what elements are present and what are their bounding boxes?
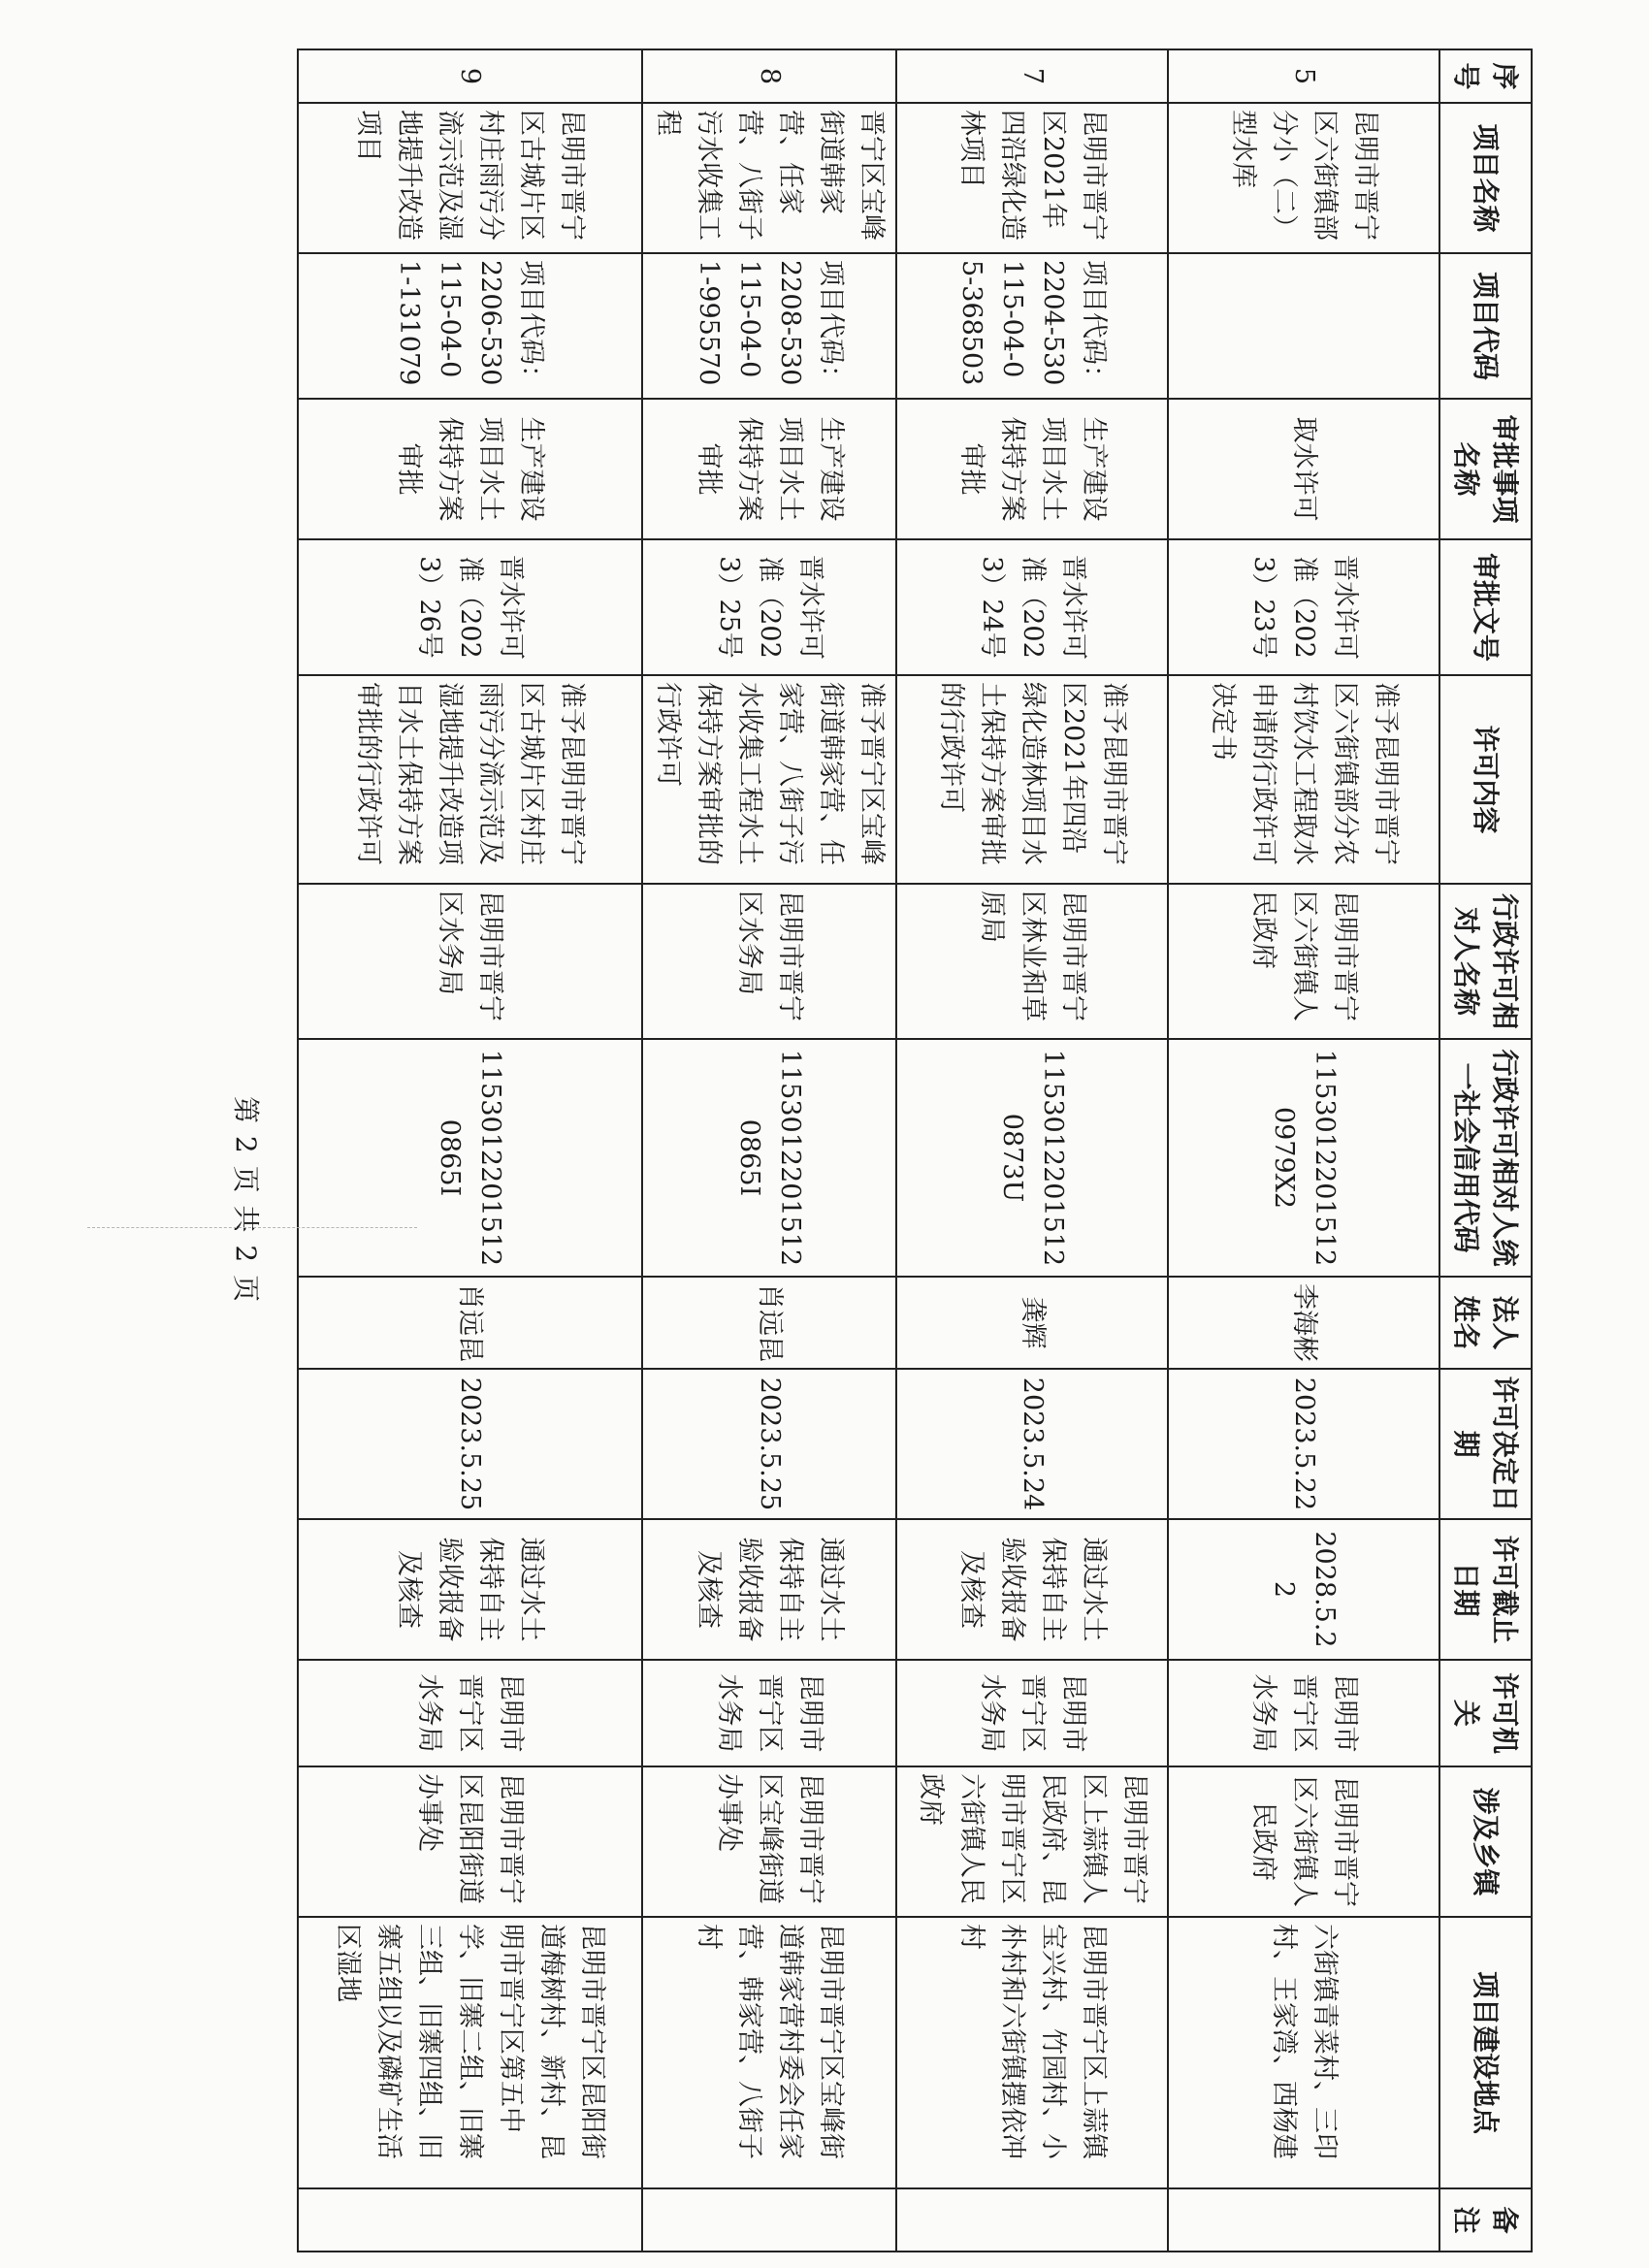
table-row [298,49,642,2252]
cell-doc-no: 晋水许可准（2023）23号 [1168,539,1439,675]
cell-authority: 昆明市晋宁区水务局 [896,1660,1168,1766]
cell-authority: 昆明市晋宁区水务局 [642,1660,896,1766]
cell-legal: 龚辉 [896,1277,1168,1369]
cell-site: 六街镇青菜村、三印村、王家湾、西杨建 [1168,1917,1439,2188]
col-header-town: 涉及乡镇 [1439,1766,1532,1917]
cell-approval-item: 生产建设项目水土保持方案审批 [642,399,896,539]
cell-party: 昆明市晋宁区六街镇人民政府 [1168,884,1439,1039]
col-header-name: 项目名称 [1439,103,1532,253]
header-row [1439,49,1532,2252]
col-header-expiry: 许可截止日期 [1439,1519,1532,1660]
cell-expiry: 通过水土保持自主验收报备及核查 [642,1519,896,1660]
col-header-doc-no: 审批文号 [1439,539,1532,675]
col-header-authority: 许可机关 [1439,1660,1532,1766]
page-footer: 第 2 页 共 2 页 [230,1096,262,1305]
col-header-code: 项目代码 [1439,253,1532,399]
cell-code: 项目代码：2208-530115-04-01-995570 [642,253,896,399]
cell-name: 昆明市晋宁区六街镇部分小（二）型水库 [1168,103,1439,253]
cell-doc-no: 晋水许可准（2023）24号 [896,539,1168,675]
cell-expiry: 2028.5.22 [1168,1519,1439,1660]
cell-town: 昆明市晋宁区昆阳街道办事处 [298,1766,642,1917]
cell-name: 昆明市晋宁区2021年四沿绿化造林项目 [896,103,1168,253]
cell-credit: 11530122015120873U [896,1039,1168,1277]
cell-approval-item: 生产建设项目水土保持方案审批 [298,399,642,539]
cell-name: 昆明市晋宁区古城片区村庄雨污分流示范及湿地提升改造项目 [298,103,642,253]
cell-note [1168,2188,1439,2252]
cell-town: 昆明市晋宁区六街镇人民政府 [1168,1766,1439,1917]
cell-content: 准予昆明市晋宁区2021年四沿绿化造林项目水土保持方案审批的行政许可 [896,675,1168,884]
cell-site: 昆明市晋宁区宝峰街道韩家营村委会任家营、韩家营、八街子村 [642,1917,896,2188]
cell-content: 准予晋宁区宝峰街道韩家营、任家营、八街子污水收集工程水土保持方案审批的行政许可 [642,675,896,884]
cell-credit: 11530122015120865I [642,1039,896,1277]
cell-legal: 肖远昆 [642,1277,896,1369]
col-header-legal: 法人姓名 [1439,1277,1532,1369]
cell-credit: 11530122015120865I [298,1039,642,1277]
cell-approval-item: 生产建设项目水土保持方案审批 [896,399,1168,539]
cell-note [896,2188,1168,2252]
cell-legal: 肖远昆 [298,1277,642,1369]
cell-town: 昆明市晋宁区宝峰街道办事处 [642,1766,896,1917]
cell-code: 项目代码：2204-530115-04-05-368503 [896,253,1168,399]
cell-doc-no: 晋水许可准（2023）25号 [642,539,896,675]
cell-site: 昆明市晋宁区上蒜镇宝兴村、竹园村、小朴村和六街镇摆依冲村 [896,1917,1168,2188]
permit-table [297,49,1533,2252]
cell-decision: 2023.5.25 [298,1369,642,1519]
cell-content: 准予昆明市晋宁区古城片区村庄雨污分流示范及湿地提升改造项目水土保持方案审批的行政许可 [298,675,642,884]
cell-expiry: 通过水土保持自主验收报备及核查 [298,1519,642,1660]
cell-town: 昆明市晋宁区上蒜镇人民政府、昆明市晋宁区六街镇人民政府 [896,1766,1168,1917]
cell-code: 项目代码：2206-530115-04-01-131079 [298,253,642,399]
permit-table-rotated [306,49,1533,2251]
cell-site: 昆明市晋宁区昆阳街道梅树村、新村、昆明市晋宁区第五中学、旧寨二组、旧寨三组、旧寨四组、旧寨五组以及磷矿生活区湿地 [298,1917,642,2188]
cell-approval-item: 取水许可 [1168,399,1439,539]
scan-artifact-line [87,1227,417,1229]
cell-legal: 李海彬 [1168,1277,1439,1369]
cell-decision: 2023.5.25 [642,1369,896,1519]
col-header-site: 项目建设地点 [1439,1917,1532,2188]
cell-party: 昆明市晋宁区水务局 [642,884,896,1039]
col-header-credit: 行政许可相对人统一社会信用代码 [1439,1039,1532,1277]
cell-seq: 9 [298,49,642,103]
cell-authority: 昆明市晋宁区水务局 [298,1660,642,1766]
table-row [896,49,1168,2252]
cell-code [1168,253,1439,399]
cell-seq: 5 [1168,49,1439,103]
cell-authority: 昆明市晋宁区水务局 [1168,1660,1439,1766]
cell-credit: 11530122015120979X2 [1168,1039,1439,1277]
cell-seq: 7 [896,49,1168,103]
col-header-decision: 许可决定日期 [1439,1369,1532,1519]
cell-expiry: 通过水土保持自主验收报备及核查 [896,1519,1168,1660]
cell-content: 准予昆明市晋宁区六街镇部分农村饮水工程取水申请的行政许可决定书 [1168,675,1439,884]
table-row [642,49,896,2252]
col-header-approval-item: 审批事项名称 [1439,399,1532,539]
col-header-note: 备注 [1439,2188,1532,2252]
cell-decision: 2023.5.24 [896,1369,1168,1519]
cell-name: 晋宁区宝峰街道韩家营、任家营、八街子污水收集工程 [642,103,896,253]
col-header-seq: 序号 [1439,49,1532,103]
cell-note [642,2188,896,2252]
col-header-party: 行政许可相对人名称 [1439,884,1532,1039]
table-row [1168,49,1439,2252]
cell-party: 昆明市晋宁区林业和草原局 [896,884,1168,1039]
cell-seq: 8 [642,49,896,103]
cell-doc-no: 晋水许可准（2023）26号 [298,539,642,675]
cell-decision: 2023.5.22 [1168,1369,1439,1519]
col-header-content: 许可内容 [1439,675,1532,884]
cell-party: 昆明市晋宁区水务局 [298,884,642,1039]
cell-note [298,2188,642,2252]
